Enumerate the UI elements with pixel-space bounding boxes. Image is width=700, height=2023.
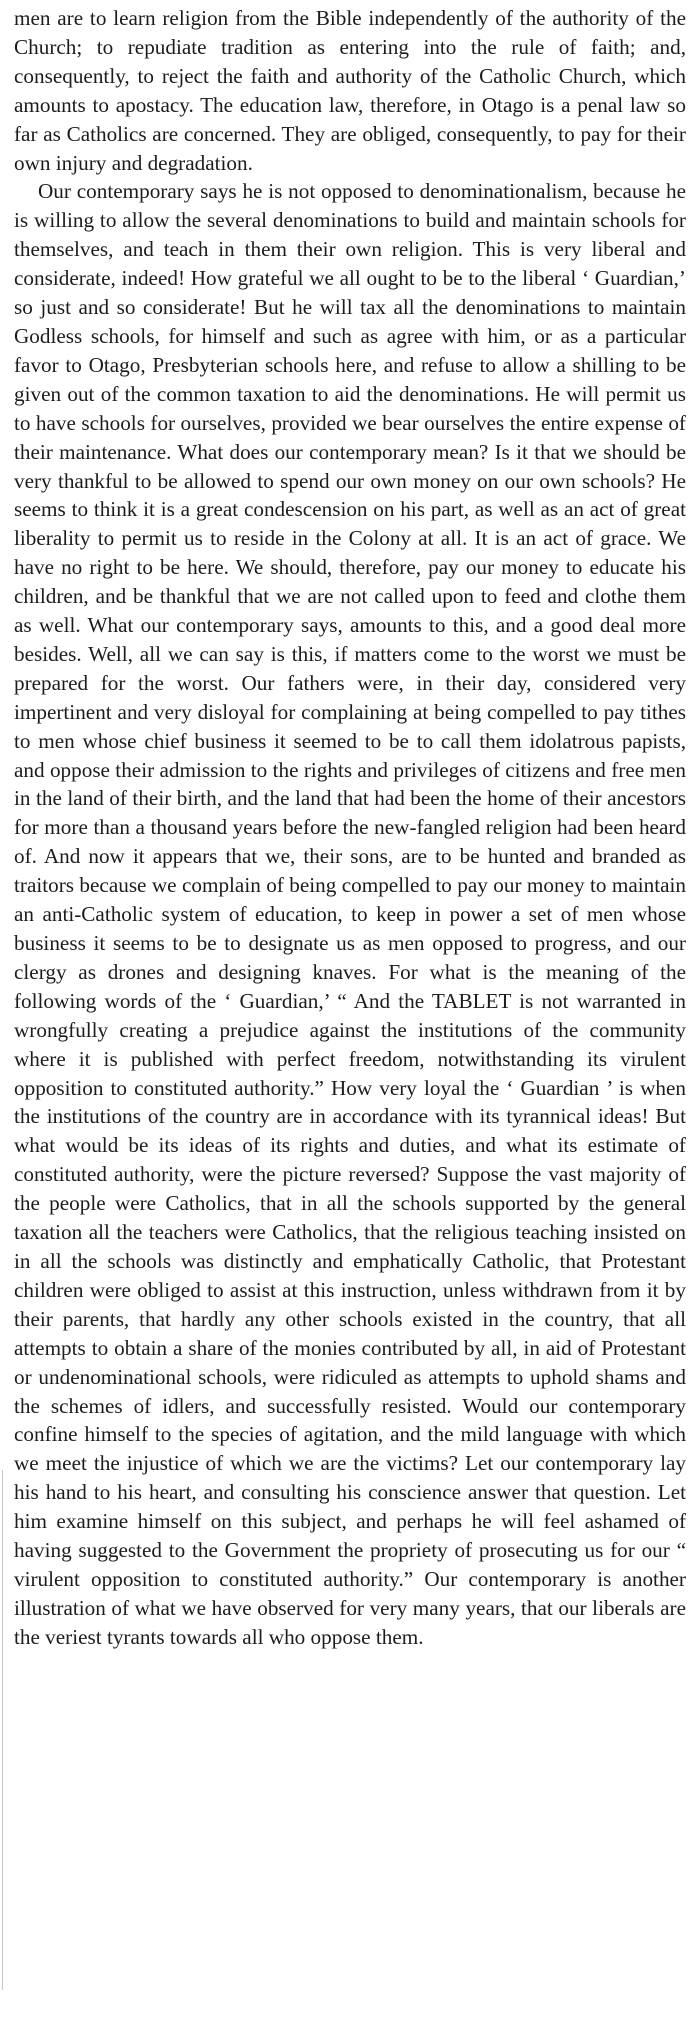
article-paragraph-1: men are to learn religion from the Bible independently of the authority of the Church; to repudiate tradition as entering into the rule of faith; and, consequently, to reject the faith and authority of the Catholic Church, which amounts to apostacy. The education law, therefore, in Otago is a penal law so far as Catholics are concerned. They are obliged, consequently, to pay for their own injury and degradation.	[14, 6, 686, 175]
article-column	[14, 4, 686, 1652]
column-rule	[2, 1470, 3, 1990]
article-paragraph-2: Our contemporary says he is not opposed to denominationalism, because he is willing to allow the several denominations to build and maintain schools for themselves, and teach in them their own religion. This is very liberal and considerate, indeed! How grateful we all ought to be to the liberal ‘ Guardian,’ so just and so considerate! But he will tax all the denominations to maintain Godless schools, for himself and such as agree with him, or as a particular favor to Otago, Presbyterian schools here, and refuse to allow a shilling to be given out of the common taxation to aid the denominations. He will permit us to have schools for ourselves, provided we bear ourselves the entire expense of their maintenance. What does our contemporary mean? Is it that we should be very thankful to be allowed to spend our own money on our own schools? He seems to think it is a great condescension on his part, as well as an act of great liberality to permit us to reside in the Colony at all. It is an act of grace. We have no right to be here. We should, therefore, pay our money to educate his children, and be thankful that we are not called upon to feed and clothe them as well. What our contemporary says, amounts to this, and a good deal more besides. Well, all we can say is this, if matters come to the worst we must be prepared for the worst. Our fathers were, in their day, considered very impertinent and very disloyal for complaining at being compelled to pay tithes to men whose chief business it seemed to be to call them idolatrous papists, and oppose their admission to the rights and privileges of citizens and free men in the land of their birth, and the land that had been the home of their ancestors for more than a thousand years before the new-fangled religion had been heard of. And now it appears that we, their sons, are to be hunted and branded as traitors because we complain of being compelled to pay our money to maintain an anti-Catholic system of education, to keep in power a set of men whose business it seems to be to designate us as men opposed to progress, and our clergy as drones and designing knaves. For what is the meaning of the following words of the ‘ Guardian,’ “ And the TABLET is not warranted in wrongfully creating a prejudice against the institutions of the community where it is published with perfect freedom, notwithstanding its virulent opposition to constituted authority.” How very loyal the ‘ Guardian ’ is when the institutions of the country are in accordance with its tyrannical ideas! But what would be its ideas of its rights and duties, and what its estimate of constituted authority, were the picture reversed? Suppose the vast majority of the people were Catholics, that in all the schools supported by the general taxation all the teachers were Catholics, that the religious teaching insisted on in all the schools was distinctly and emphatically Catholic, that Protestant children were obliged to assist at this instruction, unless withdrawn from it by their parents, that hardly any other schools existed in the country, that all attempts to obtain a share of the monies contributed by all, in aid of Protestant or undenominational schools, were ridiculed as attempts to uphold shams and the schemes of idlers, and successfully resisted. Would our contemporary confine himself to the species of agitation, and the mild language with which we meet the injustice of which we are the victims? Let our contemporary lay his hand to his heart, and consulting his conscience answer that question. Let him examine himself on this subject, and perhaps he will feel ashamed of having suggested to the Government the propriety of prosecuting us for our “ virulent opposition to constituted authority.” Our contemporary is another illustration of what we have observed for very many years, that our liberals are the veriest tyrants towards all who oppose them.	[14, 179, 686, 1649]
